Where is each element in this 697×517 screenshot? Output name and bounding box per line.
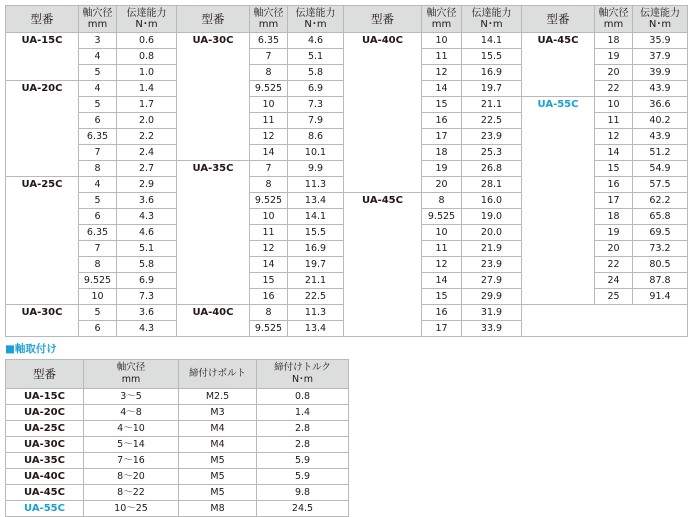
capacity-cell: 28.1	[462, 177, 522, 193]
header-bore-label: 軸穴径	[82, 8, 113, 19]
capacity-cell: 11.3	[288, 305, 344, 321]
mount-model-cell: UA-20C	[6, 405, 84, 421]
bore-cell: 19	[595, 225, 633, 241]
bore-cell: 6.35	[79, 129, 117, 145]
capacity-cell: 7.3	[117, 289, 177, 305]
capacity-cell: 65.8	[633, 209, 688, 225]
capacity-cell: 51.2	[633, 145, 688, 161]
mount-row	[6, 453, 349, 469]
capacity-cell: 80.5	[633, 257, 688, 273]
capacity-cell: 37.9	[633, 49, 688, 65]
mount-row	[6, 421, 349, 437]
model-cell: UA-30C	[6, 305, 79, 337]
capacity-cell: 15.5	[462, 49, 522, 65]
capacity-cell: 62.2	[633, 193, 688, 209]
header-capacity	[462, 6, 522, 33]
header-model: 型番	[177, 6, 250, 33]
bore-cell: 8	[250, 65, 288, 81]
capacity-cell: 4.3	[117, 321, 177, 337]
bore-cell: 5	[79, 65, 117, 81]
capacity-table-header	[6, 6, 688, 33]
model-cell: UA-45C	[522, 33, 595, 97]
capacity-cell: 21.1	[288, 273, 344, 289]
capacity-cell: 1.0	[117, 65, 177, 81]
model-cell: UA-55C	[522, 97, 595, 305]
capacity-cell: 16.9	[462, 65, 522, 81]
mount-bore-cell: 7～16	[84, 453, 179, 469]
model-cell: UA-30C	[177, 33, 250, 161]
header-capacity-label: 伝達能力	[471, 8, 512, 19]
bore-cell: 15	[250, 273, 288, 289]
bore-cell: 14	[422, 81, 462, 97]
capacity-cell: 69.5	[633, 225, 688, 241]
capacity-cell: 3.6	[117, 305, 177, 321]
bore-cell: 22	[595, 81, 633, 97]
mount-torque-cell: 1.4	[257, 405, 349, 421]
mount-model-cell: UA-55C	[6, 501, 84, 517]
bore-cell: 10	[79, 289, 117, 305]
capacity-cell: 21.1	[462, 97, 522, 113]
bore-cell: 15	[422, 289, 462, 305]
capacity-cell: 16.9	[288, 241, 344, 257]
bore-cell: 12	[422, 65, 462, 81]
mount-model-cell: UA-25C	[6, 421, 84, 437]
bore-cell: 11	[422, 49, 462, 65]
capacity-cell: 19.0	[462, 209, 522, 225]
capacity-cell: 0.6	[117, 33, 177, 49]
capacity-cell: 2.7	[117, 161, 177, 177]
mount-header-torque-unit: N･m	[291, 374, 314, 385]
bore-cell: 12	[422, 257, 462, 273]
mount-model-cell: UA-15C	[6, 389, 84, 405]
capacity-cell: 54.9	[633, 161, 688, 177]
bore-cell: 19	[595, 49, 633, 65]
capacity-cell: 26.8	[462, 161, 522, 177]
bore-cell: 12	[595, 129, 633, 145]
capacity-cell: 11.3	[288, 177, 344, 193]
capacity-cell: 2.2	[117, 129, 177, 145]
mount-torque-cell: 9.8	[257, 485, 349, 501]
capacity-cell: 19.7	[288, 257, 344, 273]
mount-torque-cell: 5.9	[257, 453, 349, 469]
header-capacity	[288, 6, 344, 33]
header-capacity-unit: N･m	[304, 19, 327, 30]
header-bore	[79, 6, 117, 33]
mount-bolt-cell: M2.5	[179, 389, 257, 405]
bore-cell: 10	[422, 33, 462, 49]
bore-cell: 7	[250, 49, 288, 65]
bore-cell: 18	[595, 209, 633, 225]
bore-cell: 5	[79, 97, 117, 113]
mount-row	[6, 501, 349, 517]
capacity-cell: 22.5	[288, 289, 344, 305]
bore-cell: 16	[250, 289, 288, 305]
bore-cell: 6	[79, 113, 117, 129]
mount-header-bore-label: 軸穴径	[116, 362, 146, 373]
capacity-cell: 73.2	[633, 241, 688, 257]
mount-bore-cell: 5～14	[84, 437, 179, 453]
capacity-cell: 14.1	[288, 209, 344, 225]
header-bore-unit: mm	[87, 19, 108, 30]
mount-row	[6, 469, 349, 485]
header-model: 型番	[344, 6, 422, 33]
mount-table	[5, 359, 349, 517]
mount-bolt-cell: M8	[179, 501, 257, 517]
bore-cell: 7	[79, 145, 117, 161]
mount-section-heading: ■軸取付け	[5, 343, 57, 355]
bore-cell: 8	[250, 305, 288, 321]
capacity-cell: 16.0	[462, 193, 522, 209]
bore-cell: 14	[250, 145, 288, 161]
capacity-cell: 4.6	[288, 33, 344, 49]
capacity-cell: 4.6	[117, 225, 177, 241]
capacity-cell: 25.3	[462, 145, 522, 161]
capacity-cell: 5.8	[288, 65, 344, 81]
mount-header-model: 型番	[6, 360, 84, 389]
mount-table-header	[6, 360, 349, 389]
bore-cell: 10	[250, 209, 288, 225]
bore-cell: 22	[595, 257, 633, 273]
table-row	[6, 33, 688, 49]
header-model: 型番	[522, 6, 595, 33]
mount-row	[6, 485, 349, 501]
capacity-cell: 23.9	[462, 129, 522, 145]
mount-bore-cell: 4～10	[84, 421, 179, 437]
capacity-cell: 29.9	[462, 289, 522, 305]
header-capacity-label: 伝達能力	[640, 8, 680, 19]
bore-cell: 9.525	[422, 209, 462, 225]
bore-cell: 7	[79, 241, 117, 257]
mount-bolt-cell: M3	[179, 405, 257, 421]
mount-row	[6, 405, 349, 421]
header-bore-unit: mm	[431, 19, 452, 30]
bore-cell: 12	[250, 129, 288, 145]
capacity-cell: 27.9	[462, 273, 522, 289]
bore-cell: 11	[595, 113, 633, 129]
capacity-cell: 2.9	[117, 177, 177, 193]
capacity-cell: 4.3	[117, 209, 177, 225]
bore-cell: 8	[250, 177, 288, 193]
capacity-cell: 13.4	[288, 321, 344, 337]
mount-bore-cell: 10～25	[84, 501, 179, 517]
mount-model-cell: UA-35C	[6, 453, 84, 469]
bore-cell: 5	[79, 305, 117, 321]
bore-cell: 18	[422, 145, 462, 161]
mount-bolt-cell: M5	[179, 469, 257, 485]
bore-cell: 9.525	[250, 81, 288, 97]
capacity-cell: 43.9	[633, 129, 688, 145]
capacity-cell: 15.5	[288, 225, 344, 241]
bore-cell: 6	[79, 321, 117, 337]
capacity-cell: 39.9	[633, 65, 688, 81]
bore-cell: 6.35	[250, 33, 288, 49]
model-cell: UA-35C	[177, 161, 250, 305]
bore-cell: 9.525	[250, 193, 288, 209]
bore-cell: 16	[422, 113, 462, 129]
capacity-cell: 5.8	[117, 257, 177, 273]
bore-cell: 10	[595, 97, 633, 113]
capacity-cell: 6.9	[288, 81, 344, 97]
bore-cell: 9.525	[79, 273, 117, 289]
capacity-cell: 1.4	[117, 81, 177, 97]
header-capacity-unit: N･m	[135, 19, 158, 30]
mount-bore-cell: 4～8	[84, 405, 179, 421]
bore-cell: 18	[595, 33, 633, 49]
header-capacity	[633, 6, 688, 33]
bore-cell: 15	[422, 97, 462, 113]
capacity-cell: 22.5	[462, 113, 522, 129]
bore-cell: 19	[422, 161, 462, 177]
bore-cell: 4	[79, 177, 117, 193]
capacity-cell: 43.9	[633, 81, 688, 97]
capacity-cell: 0.8	[117, 49, 177, 65]
bore-cell: 4	[79, 81, 117, 97]
bore-cell: 5	[79, 193, 117, 209]
capacity-cell: 6.9	[117, 273, 177, 289]
capacity-cell: 21.9	[462, 241, 522, 257]
model-cell: UA-40C	[344, 33, 422, 193]
model-cell: UA-40C	[177, 305, 250, 337]
bore-cell: 12	[250, 241, 288, 257]
bore-cell: 4	[79, 49, 117, 65]
capacity-cell: 31.9	[462, 305, 522, 321]
bore-cell: 16	[422, 305, 462, 321]
bore-cell: 17	[422, 321, 462, 337]
header-bore	[422, 6, 462, 33]
mount-model-cell: UA-40C	[6, 469, 84, 485]
mount-header-bore	[84, 360, 179, 389]
header-bore-label: 軸穴径	[598, 8, 629, 19]
header-model: 型番	[6, 6, 79, 33]
capacity-cell: 1.7	[117, 97, 177, 113]
capacity-cell: 8.6	[288, 129, 344, 145]
bore-cell: 11	[250, 225, 288, 241]
mount-bore-cell: 8～20	[84, 469, 179, 485]
header-bore-unit: mm	[258, 19, 279, 30]
bore-cell: 25	[595, 289, 633, 305]
bore-cell: 20	[595, 65, 633, 81]
mount-bolt-cell: M4	[179, 437, 257, 453]
mount-model-cell: UA-30C	[6, 437, 84, 453]
capacity-cell: 5.1	[117, 241, 177, 257]
bore-cell: 6.35	[79, 225, 117, 241]
mount-bolt-cell: M5	[179, 453, 257, 469]
mount-header-bore-unit: mm	[121, 374, 141, 385]
capacity-cell: 7.3	[288, 97, 344, 113]
bore-cell: 16	[595, 177, 633, 193]
header-capacity-label: 伝達能力	[126, 8, 167, 19]
bore-cell: 8	[79, 161, 117, 177]
bore-cell: 8	[422, 193, 462, 209]
header-bore-label: 軸穴径	[426, 8, 457, 19]
capacity-cell: 57.5	[633, 177, 688, 193]
bore-cell: 10	[422, 225, 462, 241]
model-cell: UA-20C	[6, 81, 79, 177]
mount-torque-cell: 5.9	[257, 469, 349, 485]
bore-cell: 20	[422, 177, 462, 193]
mount-row	[6, 437, 349, 453]
bore-cell: 14	[250, 257, 288, 273]
bore-cell: 10	[250, 97, 288, 113]
mount-model-cell: UA-45C	[6, 485, 84, 501]
bore-cell: 8	[79, 257, 117, 273]
empty-cell	[522, 305, 688, 337]
mount-row	[6, 389, 349, 405]
mount-header-torque	[257, 360, 349, 389]
model-cell: UA-45C	[344, 193, 422, 337]
bore-cell: 7	[250, 161, 288, 177]
capacity-cell: 9.9	[288, 161, 344, 177]
mount-bore-cell: 3～5	[84, 389, 179, 405]
capacity-cell: 40.2	[633, 113, 688, 129]
bore-cell: 9.525	[250, 321, 288, 337]
capacity-cell: 19.7	[462, 81, 522, 97]
bore-cell: 24	[595, 273, 633, 289]
bore-cell: 15	[595, 161, 633, 177]
capacity-cell: 10.1	[288, 145, 344, 161]
bore-cell: 11	[422, 241, 462, 257]
capacity-cell: 13.4	[288, 193, 344, 209]
mount-torque-cell: 24.5	[257, 501, 349, 517]
bore-cell: 11	[250, 113, 288, 129]
header-bore-label: 軸穴径	[253, 8, 284, 19]
capacity-cell: 2.4	[117, 145, 177, 161]
bore-cell: 17	[422, 129, 462, 145]
capacity-cell: 35.9	[633, 33, 688, 49]
mount-torque-cell: 0.8	[257, 389, 349, 405]
mount-header-torque-label: 締付けトルク	[274, 362, 331, 373]
mount-torque-cell: 2.8	[257, 421, 349, 437]
mount-header-bolt: 締付けボルト	[179, 360, 257, 389]
capacity-cell: 7.9	[288, 113, 344, 129]
header-capacity-unit: N･m	[480, 19, 503, 30]
capacity-cell: 3.6	[117, 193, 177, 209]
header-capacity-unit: N･m	[648, 19, 672, 30]
header-bore-unit: mm	[603, 19, 624, 30]
bore-cell: 14	[422, 273, 462, 289]
bore-cell: 17	[595, 193, 633, 209]
capacity-cell: 2.0	[117, 113, 177, 129]
bore-cell: 14	[595, 145, 633, 161]
model-cell: UA-25C	[6, 177, 79, 305]
capacity-cell: 36.6	[633, 97, 688, 113]
bore-cell: 20	[595, 241, 633, 257]
model-cell: UA-15C	[6, 33, 79, 81]
header-bore	[250, 6, 288, 33]
capacity-cell: 33.9	[462, 321, 522, 337]
header-bore	[595, 6, 633, 33]
capacity-cell: 20.0	[462, 225, 522, 241]
capacity-cell: 87.8	[633, 273, 688, 289]
capacity-cell: 91.4	[633, 289, 688, 305]
capacity-cell: 5.1	[288, 49, 344, 65]
capacity-table	[5, 5, 688, 337]
capacity-cell: 23.9	[462, 257, 522, 273]
bore-cell: 6	[79, 209, 117, 225]
mount-torque-cell: 2.8	[257, 437, 349, 453]
header-capacity	[117, 6, 177, 33]
mount-bore-cell: 8～22	[84, 485, 179, 501]
bore-cell: 3	[79, 33, 117, 49]
mount-bolt-cell: M5	[179, 485, 257, 501]
mount-bolt-cell: M4	[179, 421, 257, 437]
header-capacity-label: 伝達能力	[295, 8, 336, 19]
capacity-cell: 14.1	[462, 33, 522, 49]
